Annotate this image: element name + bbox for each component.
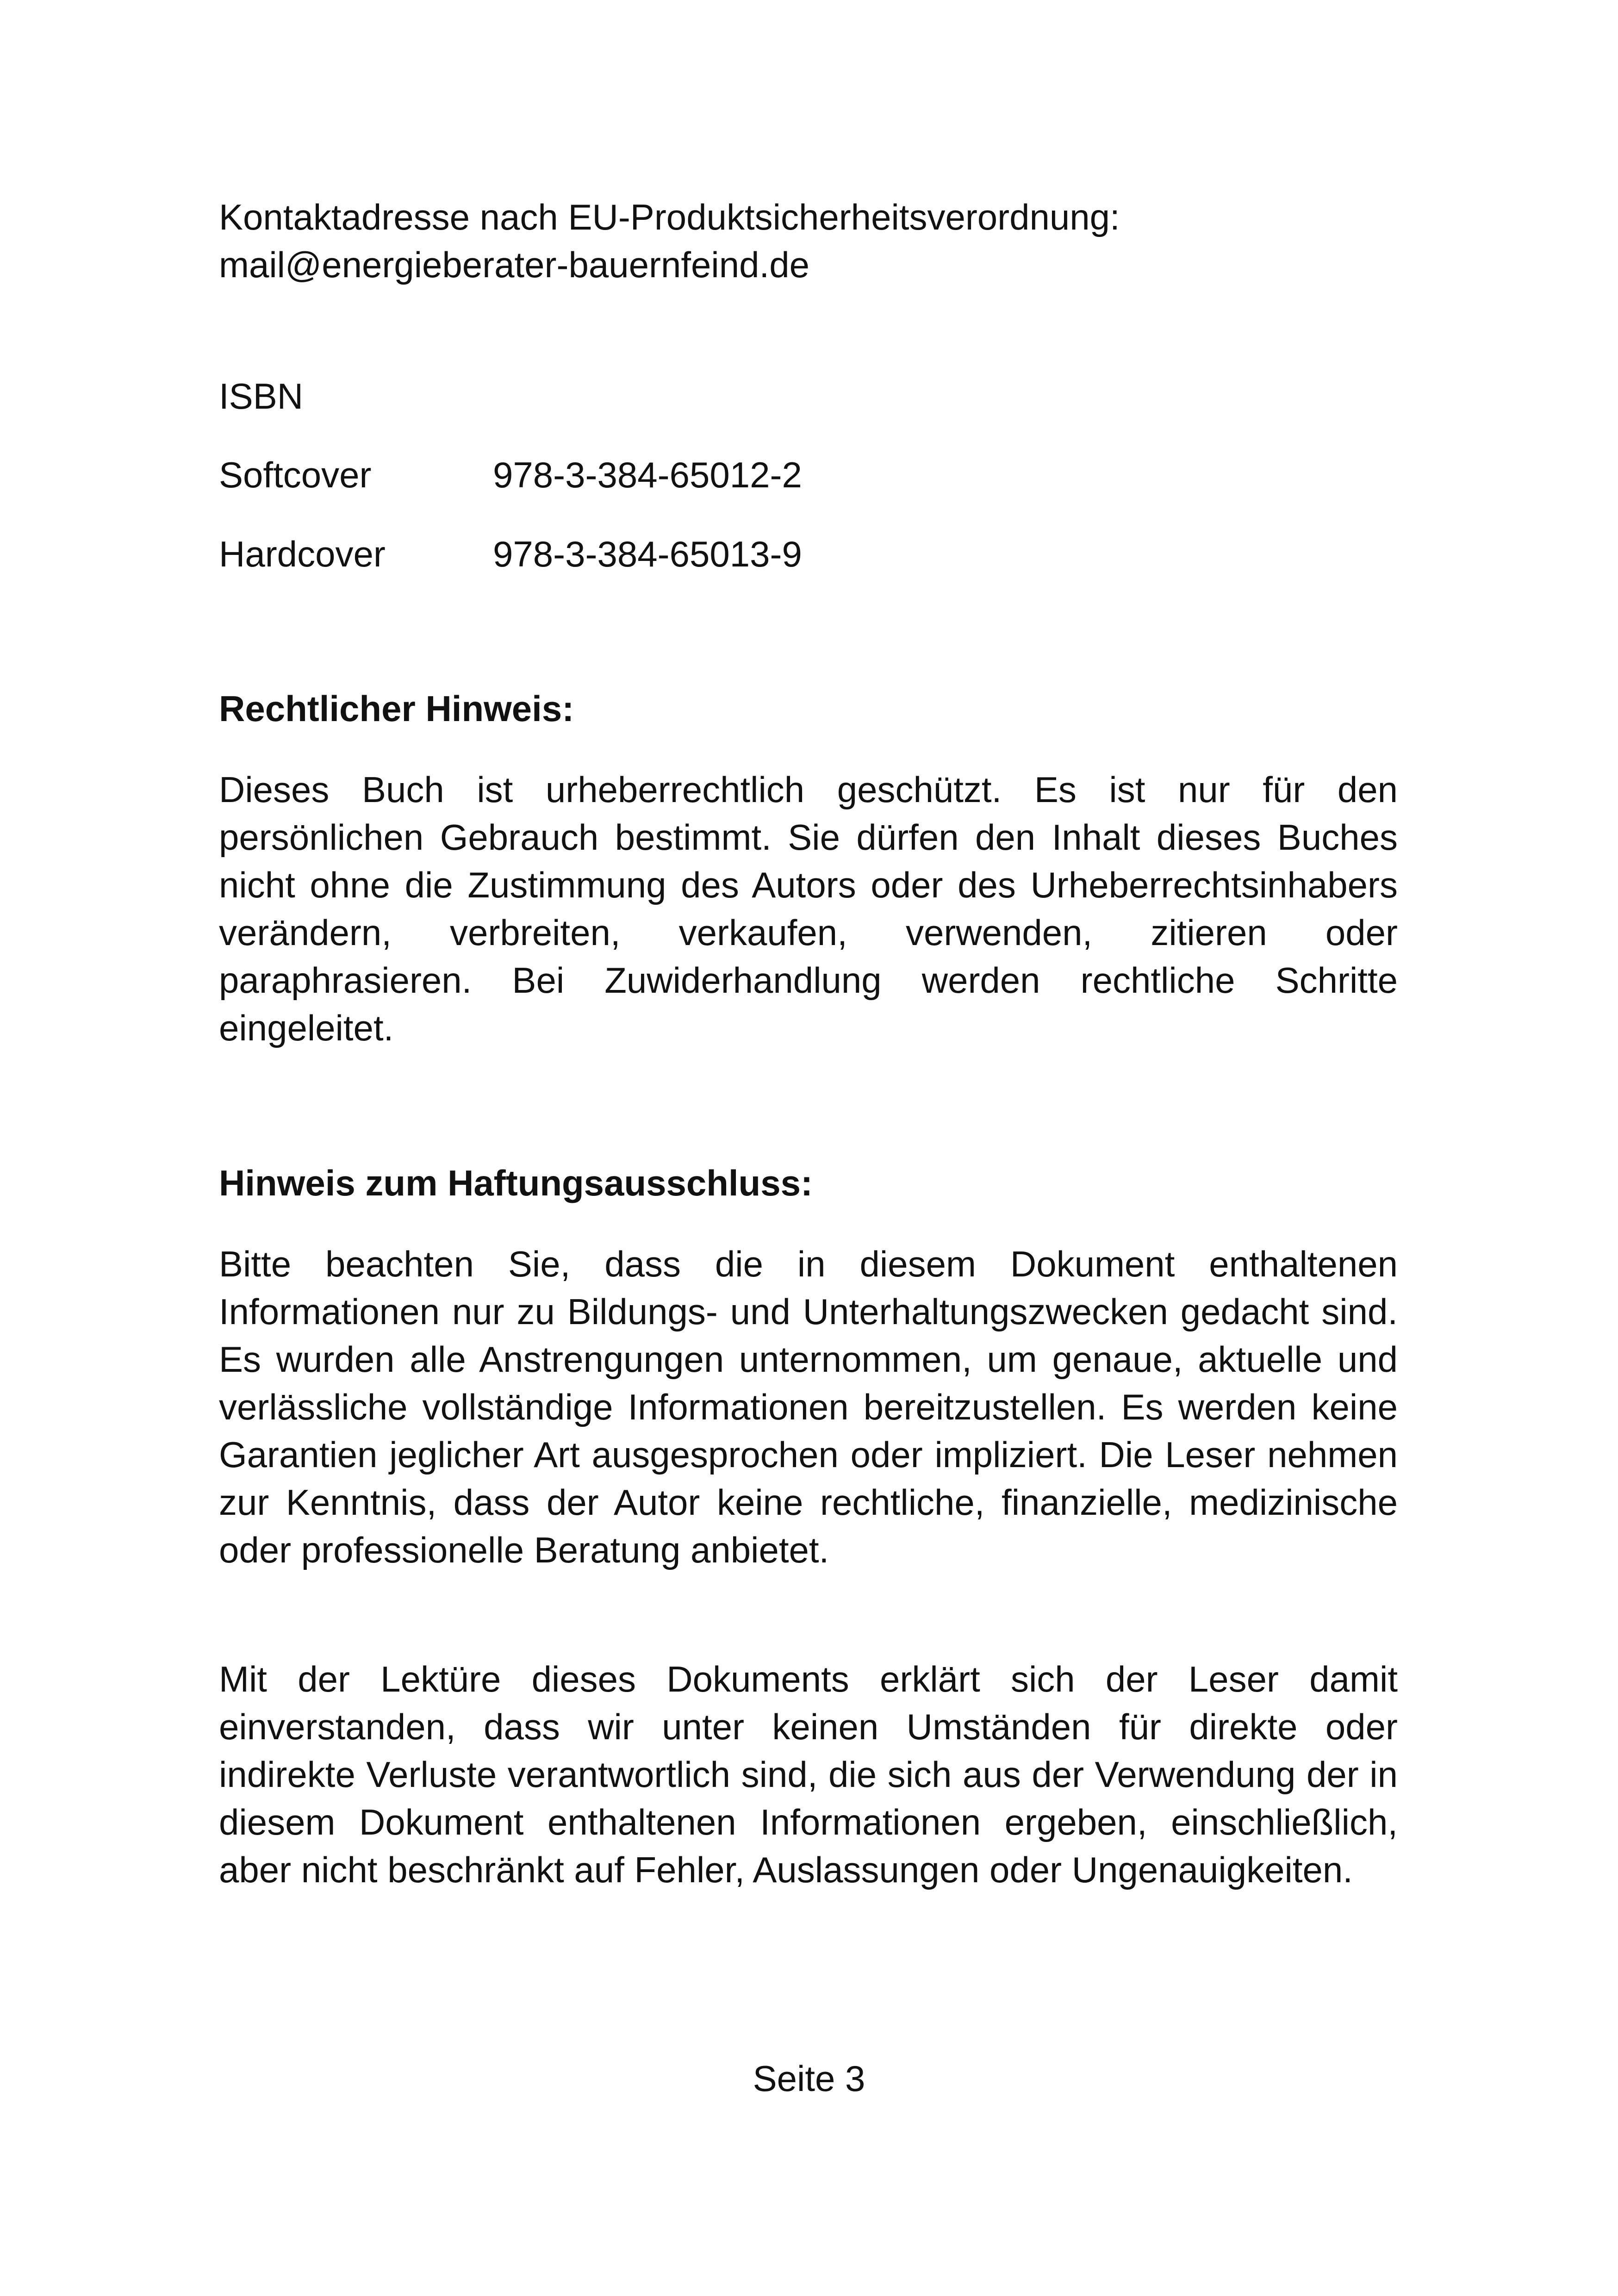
page-number: Seite 3 xyxy=(753,2058,865,2099)
isbn-format: Hardcover xyxy=(219,534,386,574)
legal-notice-heading: Rechtlicher Hinweis: xyxy=(219,688,574,729)
isbn-number: 978-3-384-65012-2 xyxy=(493,454,802,495)
legal-notice-paragraph: Dieses Buch ist urheberrechtlich geschützt. Es ist nur für den persönlichen Gebrauch bestimmt. Sie dürfen den Inhalt dieses Buches nicht ohne die Zustimmung des Autors oder des Urheberrechtsinhabers verändern, verbreiten, verkaufen, verwenden, zitieren oder paraphrasieren. Bei Zuwiderhandlung werden rechtliche Schritte eingeleitet. xyxy=(219,769,1398,1048)
liability-disclaimer-paragraph-2: Mit der Lektüre dieses Dokuments erklärt sich der Leser damit einverstanden, dass wir unter keinen Umständen für direkte oder indirekte Verluste verantwortlich sind, die sich aus der Verwendung der in diesem Dokument enthaltenen Informationen ergeben, einschließlich, aber nicht beschränkt auf Fehler, Auslassungen oder Ungenauigkeiten. xyxy=(219,1659,1398,1890)
liability-disclaimer-paragraph-1: Bitte beachten Sie, dass die in diesem Dokument enthaltenen Informationen nur zu Bildungs- und Unterhaltungszwecken gedacht sind. Es wurden alle Anstrengungen unternommen, um genaue, aktuelle und verlässliche vollständige Informationen bereitzustellen. Es werden keine Garantien jeglicher Art ausgesprochen oder impliziert. Die Leser nehmen zur Kenntnis, dass der Autor keine rechtliche, finanzielle, medizinische oder professionelle Beratung anbietet. xyxy=(219,1244,1398,1570)
liability-disclaimer-heading: Hinweis zum Haftungsausschluss: xyxy=(219,1163,813,1203)
contact-address-block xyxy=(219,193,1398,289)
contact-label: Kontaktadresse nach EU-Produktsicherheitsverordnung: xyxy=(219,197,1120,237)
isbn-format: Softcover xyxy=(219,454,372,495)
isbn-label: ISBN xyxy=(219,376,304,417)
contact-email: mail@energieberater-bauernfeind.de xyxy=(219,244,809,285)
isbn-number: 978-3-384-65013-9 xyxy=(493,534,802,574)
